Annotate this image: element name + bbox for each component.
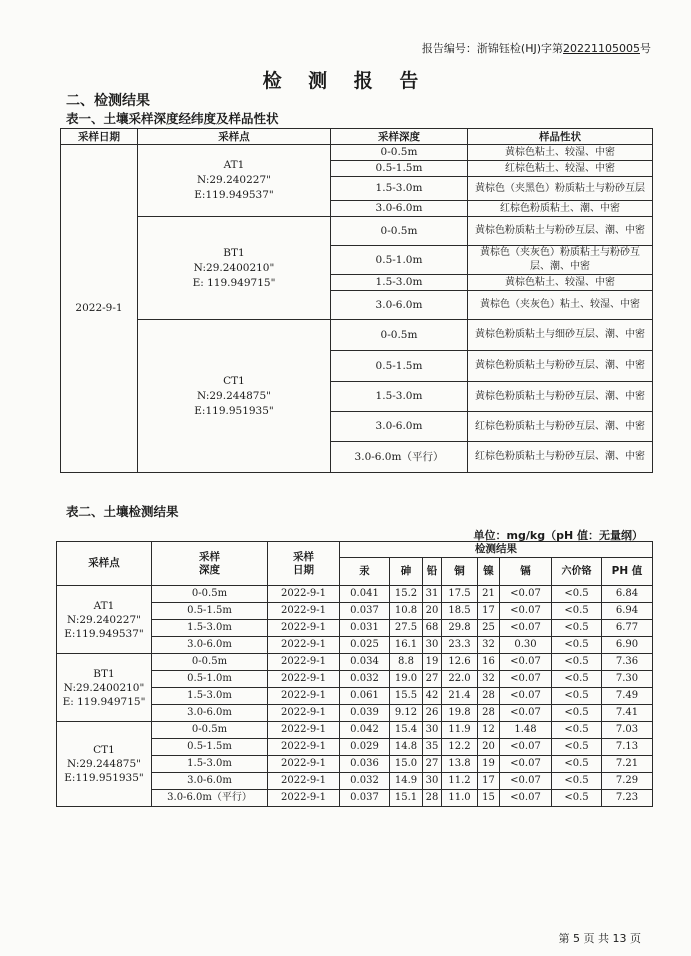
table2-value: 7.30 (602, 671, 653, 688)
table2-date: 2022-9-1 (268, 654, 340, 671)
table2-date: 2022-9-1 (268, 722, 340, 739)
point-longitude: E: 119.949715" (62, 695, 146, 708)
table2-header-depth-line2: 深度 (199, 563, 220, 576)
point-longitude: E:119.951935" (194, 404, 274, 417)
table2-header-analyte: 镉 (500, 558, 552, 586)
table2-date: 2022-9-1 (268, 671, 340, 688)
table2-header-row-1 (57, 542, 653, 558)
table1-depth: 0.5-1.0m (331, 246, 468, 275)
table2-value: <0.5 (552, 620, 602, 637)
table2-value: <0.5 (552, 603, 602, 620)
table2-value: 28 (478, 705, 500, 722)
table2-value: 32 (478, 637, 500, 654)
table2-value: <0.07 (500, 688, 552, 705)
table2-date: 2022-9-1 (268, 705, 340, 722)
point-latitude: N:29.2400210" (63, 681, 145, 694)
table2-value: 1.48 (500, 722, 552, 739)
table1-depth: 0-0.5m (331, 145, 468, 161)
table2-value: 6.94 (602, 603, 653, 620)
point-name: BT1 (223, 246, 245, 259)
table2-value: <0.07 (500, 586, 552, 603)
table2-value: 7.23 (602, 790, 653, 807)
table2-value: 0.30 (500, 637, 552, 654)
table2-value: 11.9 (442, 722, 478, 739)
point-latitude: N:29.244875" (197, 389, 271, 402)
point-latitude: N:29.240227" (67, 613, 141, 626)
table1-depth: 3.0-6.0m (331, 201, 468, 217)
table2-depth: 0-0.5m (152, 722, 268, 739)
table2-value: <0.07 (500, 773, 552, 790)
table2-value: <0.07 (500, 790, 552, 807)
table1-header-row (61, 129, 653, 145)
table2-row (57, 654, 653, 671)
table1-property: 黄棕色粘土、较湿、中密 (468, 145, 653, 161)
report-number-suffix: 号 (640, 42, 651, 55)
table2-depth: 3.0-6.0m (152, 705, 268, 722)
table2-value: <0.5 (552, 790, 602, 807)
table2-value: 7.49 (602, 688, 653, 705)
sampling-info-table (60, 128, 653, 473)
table1-row (61, 320, 653, 351)
table2-value: 30 (423, 773, 442, 790)
table2-date: 2022-9-1 (268, 637, 340, 654)
table2-header-date (268, 542, 340, 586)
table2-value: 30 (423, 637, 442, 654)
table2-depth: 0-0.5m (152, 654, 268, 671)
table2-value: 7.36 (602, 654, 653, 671)
page-number: 第 5 页 共 13 页 (558, 932, 641, 945)
table2-value: 12 (478, 722, 500, 739)
table2-depth: 3.0-6.0m (152, 637, 268, 654)
table2-date: 2022-9-1 (268, 688, 340, 705)
table2-header-analyte: 铜 (442, 558, 478, 586)
table1-depth: 3.0-6.0m（平行） (331, 442, 468, 473)
table1-depth: 0-0.5m (331, 320, 468, 351)
table2-value: <0.07 (500, 654, 552, 671)
table1-property: 黄棕色粉质粘土与粉砂互层、潮、中密 (468, 382, 653, 412)
table1-depth: 0.5-1.5m (331, 161, 468, 177)
table2-value: 7.29 (602, 773, 653, 790)
table2-value: 19.0 (390, 671, 423, 688)
table2-value: 15 (478, 790, 500, 807)
table1-row (61, 217, 653, 246)
table2-value: 22.0 (442, 671, 478, 688)
table1-property: 黄棕色粉质粘土与粉砂互层、潮、中密 (468, 217, 653, 246)
table2-header-date-line1: 采样 (293, 550, 314, 563)
table2-header-analyte: 砷 (390, 558, 423, 586)
table2-value: 0.042 (340, 722, 390, 739)
table2-depth: 3.0-6.0m（平行） (152, 790, 268, 807)
table1-property: 黄棕色粉质粘土与细砂互层、潮、中密 (468, 320, 653, 351)
table1-depth: 0-0.5m (331, 217, 468, 246)
table1-depth: 1.5-3.0m (331, 177, 468, 201)
table2-value: 15.2 (390, 586, 423, 603)
table2-value: 27.5 (390, 620, 423, 637)
table2-date: 2022-9-1 (268, 790, 340, 807)
table2-value: 14.9 (390, 773, 423, 790)
table1-header-point: 采样点 (138, 129, 331, 145)
table2-header-date-line2: 日期 (293, 563, 314, 576)
point-name: AT1 (223, 159, 245, 171)
table2-value: 30 (423, 722, 442, 739)
table2-date: 2022-9-1 (268, 603, 340, 620)
table2-value: 0.036 (340, 756, 390, 773)
table2-header-depth-line1: 采样 (199, 550, 220, 563)
table2-value: 0.032 (340, 773, 390, 790)
table2-value: 17 (478, 603, 500, 620)
table2-value: 0.025 (340, 637, 390, 654)
table2-value: <0.07 (500, 705, 552, 722)
table1-depth: 1.5-3.0m (331, 382, 468, 412)
table2-value: <0.07 (500, 756, 552, 773)
table2-sampling-point (57, 586, 152, 654)
report-number-prefix: 报告编号：浙锦钰检(HJ)字第 (421, 42, 564, 55)
table1-depth: 0.5-1.5m (331, 351, 468, 382)
table2-value: 31 (423, 586, 442, 603)
table2-value: 32 (478, 671, 500, 688)
document-title: 检 测 报 告 (262, 70, 429, 92)
table2-value: 0.029 (340, 739, 390, 756)
table2-value: <0.5 (552, 586, 602, 603)
table2-value: 18.5 (442, 603, 478, 620)
table2-value: 68 (423, 620, 442, 637)
point-latitude: N:29.2400210" (193, 261, 275, 274)
report-number-line (422, 40, 651, 56)
table2-unit: 单位：mg/kg（pH 值：无量纲） (473, 529, 643, 542)
table2-date: 2022-9-1 (268, 620, 340, 637)
table2-header-analyte: 汞 (340, 558, 390, 586)
table1-header-date: 采样日期 (61, 129, 138, 145)
table2-row (57, 586, 653, 603)
table2-value: 6.90 (602, 637, 653, 654)
table1-caption: 表一、土壤采样深度经纬度及样品性状 (66, 111, 279, 126)
table2-value: 0.039 (340, 705, 390, 722)
table2-sampling-point (57, 654, 152, 722)
table2-header-results: 检测结果 (340, 542, 653, 558)
table1-header-depth: 采样深度 (331, 129, 468, 145)
table2-value: 17 (478, 773, 500, 790)
table2-depth: 0.5-1.5m (152, 739, 268, 756)
table2-value: <0.07 (500, 671, 552, 688)
table1-property: 红棕色粉质粘土、潮、中密 (468, 201, 653, 217)
table2-value: 16.1 (390, 637, 423, 654)
table2-value: 20 (478, 739, 500, 756)
table2-value: 0.031 (340, 620, 390, 637)
table2-header-analyte: PH 值 (602, 558, 653, 586)
table2-value: 0.032 (340, 671, 390, 688)
table2-value: 13.8 (442, 756, 478, 773)
table2-value: <0.5 (552, 671, 602, 688)
table2-value: 10.8 (390, 603, 423, 620)
point-name: BT1 (93, 667, 115, 680)
table2-date: 2022-9-1 (268, 773, 340, 790)
table1-property: 红棕色粉质粘土与粉砂互层、潮、中密 (468, 442, 653, 473)
table1-property: 黄棕色（夹灰色）粘土、较湿、中密 (468, 291, 653, 320)
table2-value: 29.8 (442, 620, 478, 637)
table2-value: 8.8 (390, 654, 423, 671)
table2-value: 12.6 (442, 654, 478, 671)
table2-value: 19.8 (442, 705, 478, 722)
table2-value: <0.07 (500, 603, 552, 620)
table2-sampling-point (57, 722, 152, 807)
table1-sampling-point (138, 217, 331, 320)
table2-value: 0.037 (340, 790, 390, 807)
table2-depth: 3.0-6.0m (152, 773, 268, 790)
table2-caption: 表二、土壤检测结果 (66, 504, 179, 519)
table1-property: 黄棕色粘土、较湿、中密 (468, 275, 653, 291)
table1-property: 黄棕色（夹灰色）粉质粘土与粉砂互层、潮、中密 (468, 246, 653, 275)
soil-results-table (56, 541, 653, 807)
table2-value: 17.5 (442, 586, 478, 603)
table1-row (61, 145, 653, 161)
point-longitude: E:119.949537" (64, 627, 144, 640)
table2-depth: 0-0.5m (152, 586, 268, 603)
table2-value: 6.84 (602, 586, 653, 603)
table2-value: <0.5 (552, 637, 602, 654)
table2-value: 27 (423, 756, 442, 773)
table2-value: 25 (478, 620, 500, 637)
table1-property: 红棕色粉质粘土与粉砂互层、潮、中密 (468, 412, 653, 442)
table2-date: 2022-9-1 (268, 756, 340, 773)
table2-depth: 1.5-3.0m (152, 620, 268, 637)
table2-value: 20 (423, 603, 442, 620)
table2-header-analyte: 六价铬 (552, 558, 602, 586)
table2-value: 42 (423, 688, 442, 705)
table2-value: 15.0 (390, 756, 423, 773)
table2-row (57, 722, 653, 739)
table2-value: <0.5 (552, 722, 602, 739)
table2-value: 0.061 (340, 688, 390, 705)
table2-value: 9.12 (390, 705, 423, 722)
point-name: AT1 (93, 599, 115, 612)
table2-value: <0.5 (552, 705, 602, 722)
point-longitude: E: 119.949715" (192, 276, 276, 289)
table2-value: 0.034 (340, 654, 390, 671)
table2-value: 6.77 (602, 620, 653, 637)
table2-value: 19 (478, 756, 500, 773)
table2-value: 14.8 (390, 739, 423, 756)
table2-value: <0.5 (552, 739, 602, 756)
point-name: CT1 (93, 744, 115, 756)
table2-value: 15.1 (390, 790, 423, 807)
table1-sampling-point (138, 145, 331, 217)
table2-value: 12.2 (442, 739, 478, 756)
table2-value: 21.4 (442, 688, 478, 705)
table2-value: 21 (478, 586, 500, 603)
table2-value: 28 (478, 688, 500, 705)
table2-value: 19 (423, 654, 442, 671)
section-title: 二、检测结果 (66, 93, 150, 109)
table2-header-analyte: 铅 (423, 558, 442, 586)
table2-value: 35 (423, 739, 442, 756)
table2-value: 28 (423, 790, 442, 807)
table1-property: 红棕色粘土、较湿、中密 (468, 161, 653, 177)
table2-value: 16 (478, 654, 500, 671)
table2-value: 15.5 (390, 688, 423, 705)
table2-value: <0.5 (552, 688, 602, 705)
table2-header-depth (152, 542, 268, 586)
table2-value: 0.037 (340, 603, 390, 620)
table2-value: <0.07 (500, 739, 552, 756)
table2-value: 7.21 (602, 756, 653, 773)
table1-depth: 1.5-3.0m (331, 275, 468, 291)
report-number: 20221105005 (563, 42, 640, 55)
table1-sampling-point (138, 320, 331, 473)
table1-sampling-date: 2022-9-1 (61, 145, 138, 473)
table2-value: 7.41 (602, 705, 653, 722)
table2-value: 15.4 (390, 722, 423, 739)
table2-value: <0.07 (500, 620, 552, 637)
table2-depth: 1.5-3.0m (152, 688, 268, 705)
point-latitude: N:29.240227" (197, 174, 271, 186)
table2-value: 0.041 (340, 586, 390, 603)
table2-depth: 0.5-1.0m (152, 671, 268, 688)
table2-value: 7.03 (602, 722, 653, 739)
table2-value: <0.5 (552, 756, 602, 773)
table2-value: 7.13 (602, 739, 653, 756)
table1-property: 黄棕色（夹黑色）粉质粘土与粉砂互层 (468, 177, 653, 201)
table1-depth: 3.0-6.0m (331, 291, 468, 320)
table2-depth: 1.5-3.0m (152, 756, 268, 773)
table2-depth: 0.5-1.5m (152, 603, 268, 620)
table2-value: 11.2 (442, 773, 478, 790)
table1-depth: 3.0-6.0m (331, 412, 468, 442)
table2-value: 26 (423, 705, 442, 722)
table2-value: <0.5 (552, 654, 602, 671)
table2-header-point: 采样点 (57, 542, 152, 586)
table2-date: 2022-9-1 (268, 739, 340, 756)
table2-date: 2022-9-1 (268, 586, 340, 603)
table2-value: 27 (423, 671, 442, 688)
point-longitude: E:119.949537" (194, 189, 274, 201)
point-name: CT1 (223, 374, 245, 387)
table2-value: 11.0 (442, 790, 478, 807)
table2-value: 23.3 (442, 637, 478, 654)
point-longitude: E:119.951935" (64, 772, 144, 784)
table2-value: <0.5 (552, 773, 602, 790)
table1-header-property: 样品性状 (468, 129, 653, 145)
table1-property: 黄棕色粉质粘土与粉砂互层、潮、中密 (468, 351, 653, 382)
table2-header-analyte: 镍 (478, 558, 500, 586)
point-latitude: N:29.244875" (67, 758, 141, 770)
